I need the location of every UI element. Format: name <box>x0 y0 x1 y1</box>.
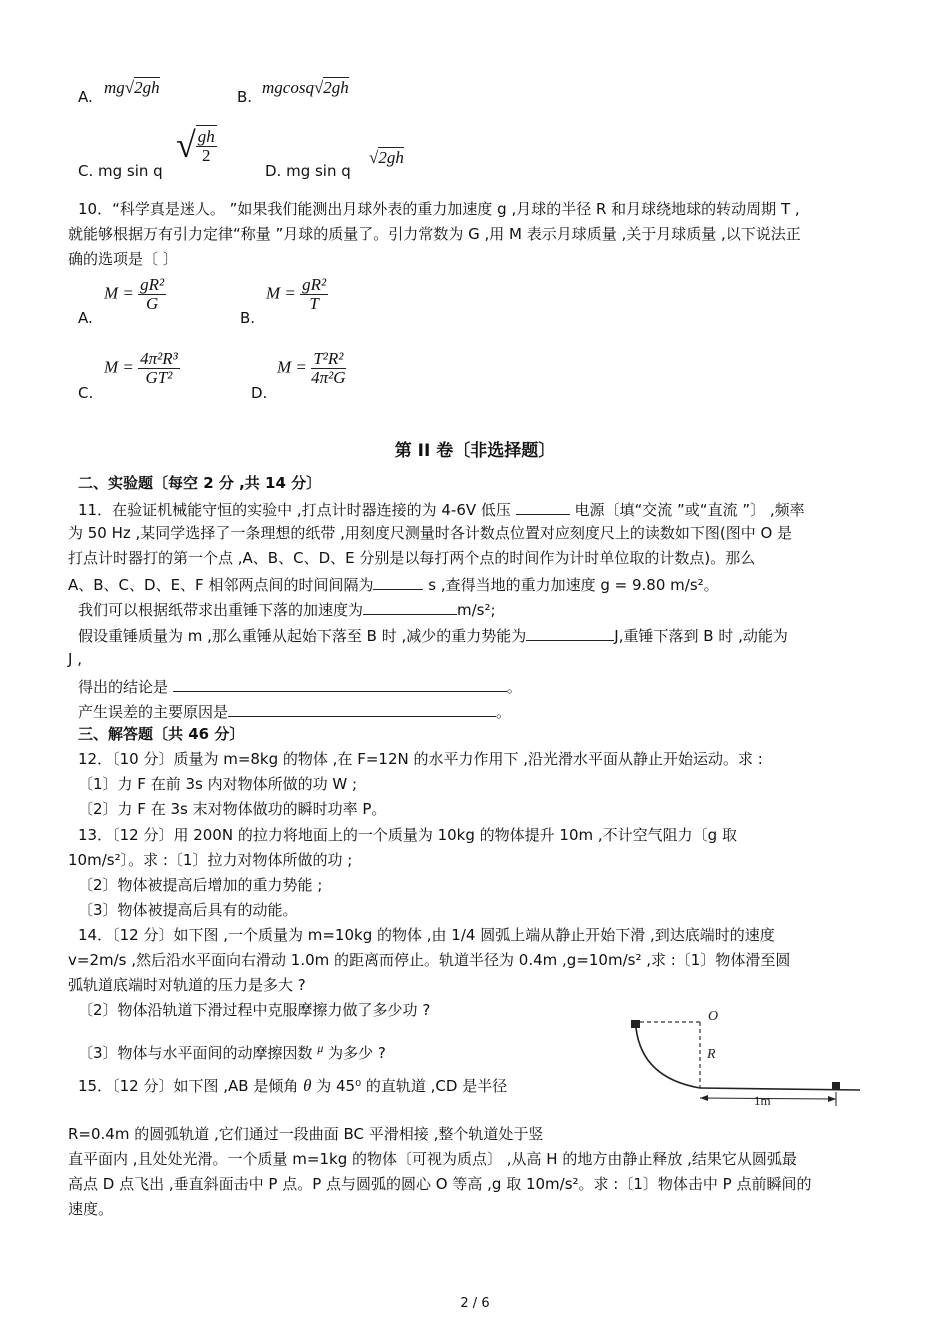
q13-line-4: 〔3〕物体被提高后具有的动能。 <box>78 901 298 919</box>
q11-line-9 <box>78 700 511 722</box>
expr-prefix: mgcosq <box>262 78 314 97</box>
answer-blank-conclusion-a[interactable] <box>173 675 245 692</box>
q13-line-2: 10m/s²〕。求 :〔1〕拉力对物体所做的功 ; <box>68 851 353 869</box>
q10-option-c-label: C. <box>78 384 94 402</box>
arrow-right-head <box>828 1096 836 1102</box>
numerator: gR² <box>302 275 327 294</box>
q13-line-1: 13．〔12 分〕用 200N 的拉力将地面上的一个质量为 10kg 的物体提升 10m ,不计空气阻力〔g 取 <box>78 826 737 844</box>
text: 得出的结论是 <box>78 678 169 696</box>
text: 〔3〕物体与水平面间的动摩擦因数 <box>78 1044 313 1062</box>
q10-option-d-label: D. <box>251 384 268 402</box>
sqrt-sign: √ <box>369 148 379 167</box>
arc-track <box>636 1028 700 1088</box>
numerator: 4π²R³ <box>140 349 178 368</box>
part2-heading: 二、实验题〔每空 2 分 ,共 14 分〕 <box>78 474 322 492</box>
sqrt-sign: √ <box>124 78 135 97</box>
text: A、B、C、D、E、F 相邻两点间的时间间隔为 <box>68 576 374 594</box>
answer-blank-time-interval[interactable] <box>373 573 423 590</box>
text: m/s²; <box>457 601 496 619</box>
q11-line-2: 为 50 Hz ,某同学选择了一条理想的纸带 ,用刻度尺测量时各计数点位置对应刻度尺上的读数如下图(图中 O 是 <box>68 524 793 542</box>
q10-line-2: 就能够根据万有引力定律“称量 ”月球的质量了。引力常数为 G ,用 M 表示月球质量 ,关于月球质量 ,以下说法正 <box>68 225 801 243</box>
q11-line-6 <box>78 624 788 646</box>
q11-line-4 <box>68 573 719 595</box>
answer-blank-conclusion-b[interactable] <box>245 675 507 692</box>
denominator: 4π²G <box>311 368 346 387</box>
text: s ,查得当地的重力加速度 g = 9.80 m/s²。 <box>428 576 719 594</box>
numerator: gR² <box>140 275 165 294</box>
text: 为 45⁰ 的直轨道 ,CD 是半径 <box>316 1077 508 1095</box>
arrow-left-head <box>700 1095 708 1101</box>
option-label: B. <box>237 88 253 106</box>
sqrt-sign: √ <box>176 125 196 165</box>
lhs: M = <box>104 357 134 377</box>
q11-line-8 <box>78 675 522 697</box>
q10-option-a-label: A. <box>78 309 93 327</box>
denominator: 2 <box>202 146 211 165</box>
text: 我们可以根据纸带求出重锤下落的加速度为 <box>78 601 364 619</box>
q14-line-3: 弧轨道底端时对轨道的压力是多大 ? <box>68 976 306 994</box>
q15-line-4: 高点 D 点飞出 ,垂直斜面击中 P 点。P 点与圆弧的圆心 O 等高 ,g 取 10m/s²。求 :〔1〕物体击中 P 点前瞬间的 <box>68 1175 812 1193</box>
text: J,重锤下落到 B 时 ,动能为 <box>614 627 788 645</box>
denominator: T <box>309 294 319 313</box>
q12-line-2: 〔1〕力 F 在前 3s 内对物体所做的功 W ; <box>78 775 358 793</box>
q10-option-b-label: B. <box>240 309 256 327</box>
q9-option-c <box>78 162 163 180</box>
q13-line-3: 〔2〕物体被提高后增加的重力势能 ; <box>78 876 323 894</box>
q9-option-b <box>237 88 252 106</box>
label-r: R <box>707 1047 716 1062</box>
q14-line-5 <box>78 1038 386 1063</box>
q14-line-2: v=2m/s ,然后沿水平面向右滑动 1.0m 的距离而停止。轨道半径为 0.4m ,g=10m/s² ,求 :〔1〕物体滑至圆 <box>68 951 791 969</box>
q12-line-3: 〔2〕力 F 在 3s 末对物体做功的瞬时功率 P。 <box>78 800 387 818</box>
numerator: gh <box>197 127 215 146</box>
end-block <box>832 1082 840 1090</box>
q9-option-d <box>265 162 351 180</box>
q15-line-1 <box>78 1076 507 1096</box>
fraction <box>138 350 180 387</box>
section-title: 第 II 卷〔非选择题〕 <box>394 441 556 461</box>
text: 11．在验证机械能守恒的实验中 ,打点计时器连接的为 4-6V 低压 <box>78 501 511 519</box>
radicand: 2gh <box>323 78 349 97</box>
q11-line-7: J , <box>68 650 82 668</box>
part3-heading: 三、解答题〔共 46 分〕 <box>78 725 245 743</box>
page-number: 2 / 6 <box>460 1296 490 1311</box>
q15-line-3: 直平面内 ,且处处光滑。一个质量 m=1kg 的物体〔可视为质点〕 ,从高 H 的地方由静止释放 ,结果它从圆弧最 <box>68 1150 797 1168</box>
text: 为多少 ? <box>328 1044 386 1062</box>
option-label: A. <box>78 88 93 106</box>
q9-option-b-expr <box>262 78 349 98</box>
q15-line-2: R=0.4m 的圆弧轨道 ,它们通过一段曲面 BC 平滑相接 ,整个轨道处于竖 <box>68 1125 544 1143</box>
radicand: 2gh <box>134 78 160 97</box>
theta-symbol: θ <box>303 1076 312 1095</box>
denominator: G <box>145 294 159 313</box>
mu-symbol: μ <box>317 1041 324 1055</box>
fraction <box>196 125 217 165</box>
q9-option-a-expr <box>104 78 160 98</box>
numerator: T²R² <box>311 350 345 369</box>
q10-line-3: 确的选项是〔 〕 <box>68 250 178 268</box>
q10-option-b-expr <box>266 276 328 313</box>
q11-line-3: 打点计时器打的第一个点 ,A、B、C、D、E 分别是以每打两个点的时间作为计时单位取的计数点)。那么 <box>68 549 756 567</box>
q9-option-a <box>78 88 93 106</box>
start-block <box>631 1020 640 1028</box>
q10-option-d-expr <box>277 350 346 387</box>
q14-track-diagram <box>628 1010 863 1110</box>
q10-line-1: 10．“科学真是迷人。 ”如果我们能测出月球外表的重力加速度 g ,月球的半径 R 和月球绕地球的转动周期 T , <box>78 200 800 218</box>
q14-figure <box>628 1010 863 1110</box>
q12-line-1: 12．〔10 分〕质量为 m=8kg 的物体 ,在 F=12N 的水平力作用下 ,沿光滑水平面从静止开始运动。求 : <box>78 750 763 768</box>
answer-blank-current-type[interactable] <box>516 498 570 515</box>
label-1m: 1m <box>754 1093 771 1108</box>
lhs: M = <box>277 357 307 377</box>
answer-blank-potential-energy[interactable] <box>526 624 614 641</box>
lhs: M = <box>266 283 296 303</box>
option-label: C. mg sin q <box>78 162 163 180</box>
q14-line-4: 〔2〕物体沿轨道下滑过程中克服摩擦力做了多少功 ? <box>78 1001 431 1019</box>
q11-line-1 <box>78 498 805 520</box>
expr-prefix: mg <box>104 78 125 97</box>
q9-option-c-expr <box>176 124 217 166</box>
option-label: D. mg sin q <box>265 162 351 180</box>
q9-option-d-expr <box>369 148 404 168</box>
fraction <box>300 276 328 313</box>
text: 产生误差的主要原因是 <box>78 703 229 721</box>
answer-blank-acceleration[interactable] <box>363 598 457 615</box>
answer-blank-error-reason[interactable] <box>228 700 496 717</box>
text: 。 <box>496 703 512 721</box>
q11-line-5 <box>78 598 496 620</box>
denominator: GT² <box>145 368 173 387</box>
radicand: 2gh <box>378 148 404 167</box>
text: 15．〔12 分〕如下图 ,AB 是倾角 <box>78 1077 299 1095</box>
q15-line-5: 速度。 <box>68 1200 114 1218</box>
q10-option-a-expr <box>104 276 166 313</box>
sqrt-sign: √ <box>313 78 324 97</box>
text: 。 <box>506 678 522 696</box>
fraction <box>138 276 166 313</box>
text: 假设重锤质量为 m ,那么重锤从起始下落至 B 时 ,减少的重力势能为 <box>78 627 527 645</box>
q10-option-c-expr <box>104 350 180 387</box>
label-o: O <box>708 1010 719 1024</box>
text: 电源〔填“交流 ”或“直流 ”〕 ,频率 <box>574 501 805 519</box>
lhs: M = <box>104 283 134 303</box>
fraction <box>311 350 345 387</box>
q14-line-1: 14．〔12 分〕如下图 ,一个质量为 m=10kg 的物体 ,由 1/4 圆弧上端从静止开始下滑 ,到达底端时的速度 <box>78 926 775 944</box>
